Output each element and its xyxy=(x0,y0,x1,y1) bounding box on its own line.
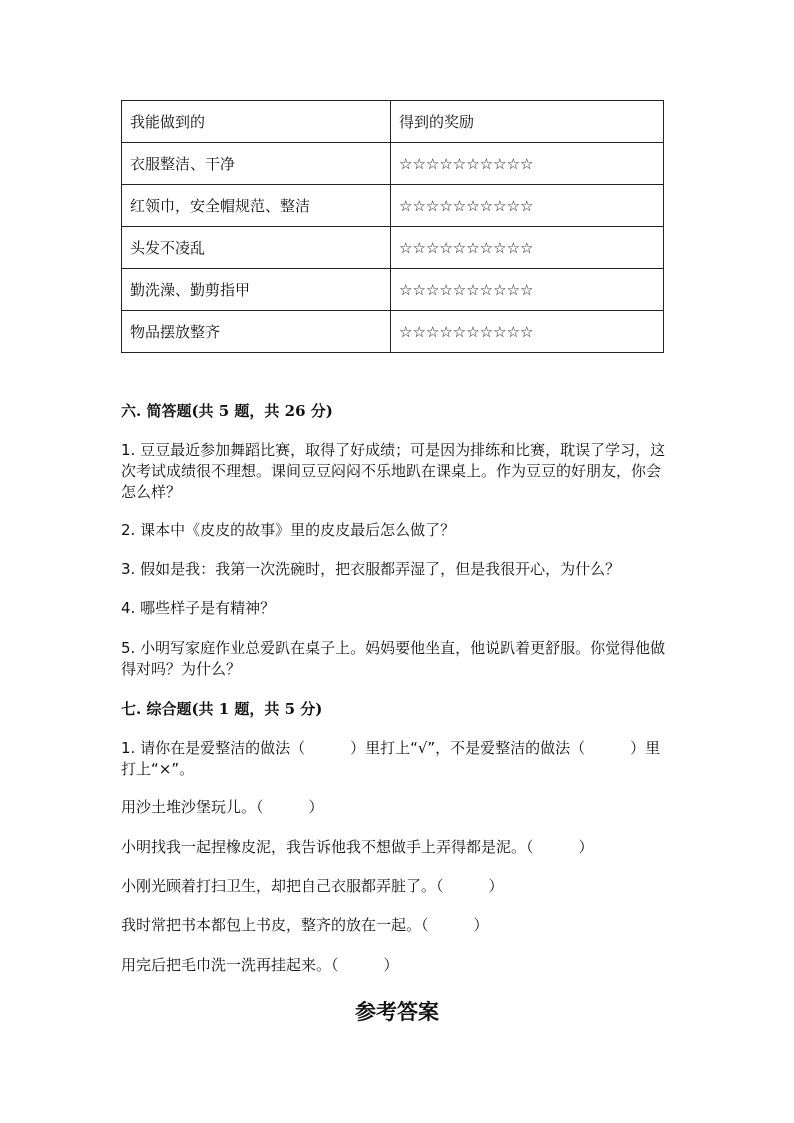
question-5: 5. 小明写家庭作业总爱趴在桌子上。妈妈要他坐直，他说趴着更舒服。你觉得他做得对吗？为什么？ xyxy=(121,639,666,678)
table-header-cell: 我能做到的 xyxy=(122,101,391,143)
section-7-title: 七. 综合题(共 1 题，共 5 分) xyxy=(121,700,323,718)
statement-item: 用完后把毛巾洗一洗再挂起来。（ ） xyxy=(121,956,399,974)
table-cell-stars: ☆☆☆☆☆☆☆☆☆☆ xyxy=(391,227,664,269)
table-row xyxy=(122,185,664,227)
statement-item: 小明找我一起捏橡皮泥，我告诉他我不想做手上弄得都是泥。（ ） xyxy=(121,838,594,856)
table-row xyxy=(122,311,664,353)
table-row xyxy=(122,269,664,311)
table-cell-item: 物品摆放整齐 xyxy=(122,311,391,353)
table-cell-item: 红领巾，安全帽规范、整洁 xyxy=(122,185,391,227)
question-1: 1. 豆豆最近参加舞蹈比赛，取得了好成绩；可是因为排练和比赛，耽误了学习，这次考试成绩很不理想。课间豆豆闷闷不乐地趴在课桌上。作为豆豆的好朋友，你会怎么样？ xyxy=(121,441,666,501)
reward-table xyxy=(121,100,664,353)
table-header-row xyxy=(122,101,664,143)
table-cell-stars: ☆☆☆☆☆☆☆☆☆☆ xyxy=(391,311,664,353)
question-2: 2. 课本中《皮皮的故事》里的皮皮最后怎么做了？ xyxy=(121,521,456,539)
statement-item: 我时常把书本都包上书皮，整齐的放在一起。（ ） xyxy=(121,916,489,934)
question-4: 4. 哪些样子是有精神？ xyxy=(121,599,276,617)
section-7-intro: 1. 请你在是爱整洁的做法（ ）里打上“√”，不是爱整洁的做法（ ）里打上“×”。 xyxy=(121,739,661,778)
table-row xyxy=(122,227,664,269)
table-cell-item: 勤洗澡、勤剪指甲 xyxy=(122,269,391,311)
answer-title: 参考答案 xyxy=(355,999,439,1024)
table-cell-stars: ☆☆☆☆☆☆☆☆☆☆ xyxy=(391,185,664,227)
statement-item: 小刚光顾着打扫卫生，却把自己衣服都弄脏了。（ ） xyxy=(121,877,504,895)
table-header-cell: 得到的奖励 xyxy=(391,101,664,143)
table-cell-stars: ☆☆☆☆☆☆☆☆☆☆ xyxy=(391,143,664,185)
statement-item: 用沙土堆沙堡玩儿。（ ） xyxy=(121,798,324,816)
table-cell-item: 衣服整洁、干净 xyxy=(122,143,391,185)
table-cell-stars: ☆☆☆☆☆☆☆☆☆☆ xyxy=(391,269,664,311)
question-3: 3. 假如是我：我第一次洗碗时，把衣服都弄湿了，但是我很开心，为什么？ xyxy=(121,560,621,578)
section-6-title: 六. 简答题(共 5 题，共 26 分) xyxy=(121,402,333,420)
table-cell-item: 头发不凌乱 xyxy=(122,227,391,269)
table-row xyxy=(122,143,664,185)
